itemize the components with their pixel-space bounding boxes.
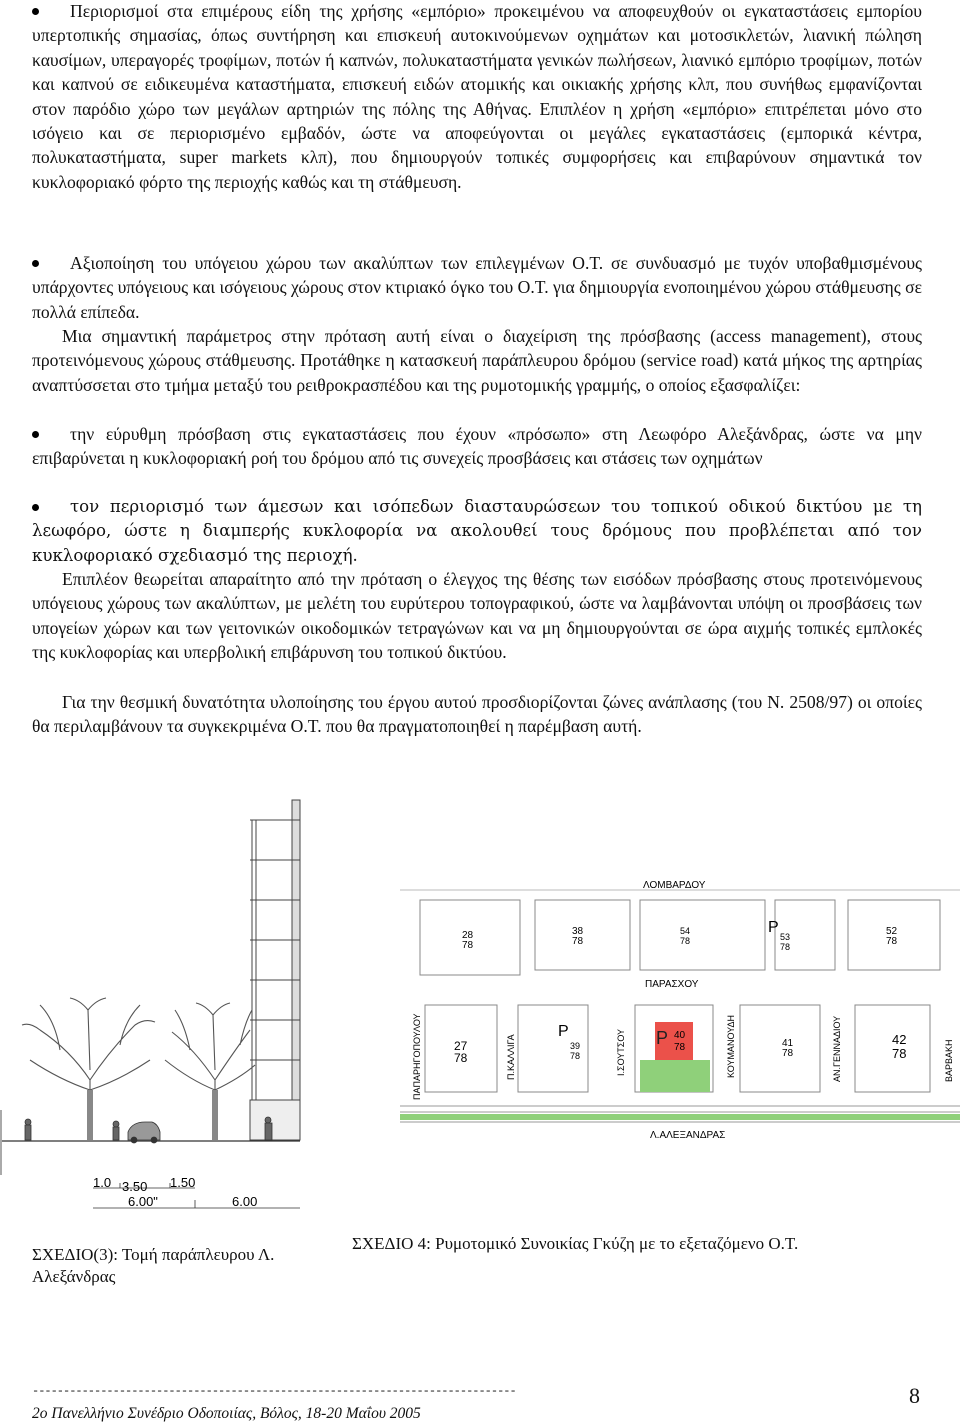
street-varvaki: ΒΑΡΒΑΚΗ — [944, 1039, 954, 1082]
street-alexandras: Λ.ΑΛΕΞΑΝΔΡΑΣ — [650, 1130, 726, 1141]
dim-1-0: 1.0 — [93, 1175, 112, 1190]
footer-conference: 2ο Πανελλήνιο Συνέδριο Οδοποιίας, Βόλος, 18-20 Μαΐου 2005 — [32, 1405, 421, 1422]
paragraph-6: Επιπλέον θεωρείται απαραίτητο από την πρόταση ο έλεγχος της θέσης των εισόδων πρόσβασης στους προτεινόμενους υπόγειους χώρους των ακαλύπτων, με μελέτη του ευρύτερου τοπογραφικού, ώστε να λαμβάνονται υπόψη οι προσβάσεις των υπογείων χώρων και των γειτονικών οικοδομικών τετραγώνων και να μη δημιουργούνται σε ώρα αιχμής τοπικές εμπλοκές της κυκλοφορίας και υπερβολική επιβάρυνση του τοπικού δικτύου. — [32, 569, 922, 663]
block-38-num: 38 — [572, 926, 584, 937]
paragraph-4: την εύρυθμη πρόσβαση στις εγκαταστάσεις που έχουν «πρόσωπο» στη Λεωφόρο Αλεξάνδρας, ώστε να μην επιβαρύνεται η κυκλοφοριακή ροή του δρόμου από τις συνεχείς προσβάσεις και στάσεις των οχημάτων — [32, 424, 922, 469]
paragraph-3: Μια σημαντική παράμετρος στην πρόταση αυτή είναι ο διαχείριση της πρόσβασης (access management), στους προτεινόμενους χώρους στάθμευσης. Προτάθηκε η κατασκευή παράπλευρου δρόμου (service road) κατά μήκος της αρτηρίας αναπτύσσεται στο τμήμα μεταξύ του ρειθροκρασπέδου και της ρυμοτομικής γραμμής, ο οποίος εξασφαλίζει: — [32, 326, 922, 395]
street-gennadiou: ΑΝ.ΓΕΝΝΑΔΙΟΥ — [832, 1015, 842, 1082]
street-paraschou: ΠΑΡΑΣΧΟΥ — [645, 979, 699, 990]
figure-3-caption: ΣΧΕΔΙΟ(3): Τομή παράπλευρου Λ. Αλεξάνδρας — [32, 1245, 275, 1286]
dim-6-00-left: 6.00" — [128, 1194, 158, 1209]
street-section-drawing — [0, 760, 380, 1230]
paragraph-2: Αξιοποίηση του υπόγειου χώρου των ακαλύπτων των επιλεγμένων Ο.Τ. σε συνδυασμό με τυχόν υποβαθμισμένους υπάρχοντες υπόγειους και ισόγειους χώρους στον κτιριακό όγκο του Ο.Τ. για δημιουργία ενοποιημένου χώρου στάθμευσης σε πολλά επίπεδα. — [32, 253, 922, 322]
block-27-num: 27 — [454, 1039, 468, 1053]
figures-area — [0, 760, 960, 1320]
parking-icon-40: P — [656, 1028, 669, 1048]
block-53-num: 53 — [780, 932, 791, 942]
block-52-num: 52 — [886, 926, 898, 937]
street-kalliga: Π.ΚΑΛΛΙΓΑ — [506, 1034, 516, 1080]
block-42-sub: 78 — [892, 1046, 907, 1061]
block-52-sub: 78 — [886, 936, 898, 947]
tree-right — [165, 1003, 255, 1140]
block-40-sub: 78 — [674, 1042, 686, 1053]
bullet-icon — [32, 504, 39, 511]
dim-1-50: 1.50 — [170, 1175, 196, 1190]
bullet-icon — [32, 431, 39, 438]
block-27-sub: 78 — [454, 1051, 468, 1065]
parking-icon-53: P — [768, 919, 779, 936]
service-road-strip — [400, 1114, 960, 1120]
parking-icon-39: P — [558, 1023, 569, 1040]
bullet-icon — [32, 8, 39, 15]
paragraph-1: Περιορισμοί στα επιμέρους είδη της χρήσης «εμπόριο» προκειμένου να αποφευχθούν οι εγκαταστάσεις εμπορίου υπερτοπικής σημασίας, όπως συντήρηση και επισκευή αυτοκινούμενων οχημάτων και μοτοσικλετών, λιανική πώληση καυσίμων, υπεραγορές τροφίμων, ποτών ή καπνών, πολυκαταστήματα γενικών πωλήσεων, λιανικό εμπόριο τροφίμων, ποτών και καπνού σε ειδικευμένα καταστήματα, επισκευή ειδών ατομικής και οικιακής χρήσης κλπ, που συνήθως εμφανίζονται στον παρόδιο χώρο των μεγάλων αρτηριών της πόλης της Αθήνας. Επιπλέον η χρήση «εμπόριο» επιτρέπεται μόνο στο ισόγειο και σε περιορισμένο εμβαδόν, ώστε να αποφεύγονται οι μεγάλες εγκαταστάσεις (εμπορικά κέντρα, πολυκαταστήματα, super markets κλπ), που δημιουργούν τοπικές συμφορήσεις και επιβαρύνουν σημαντικά τον κυκλοφοριακό φόρτο της περιοχής καθώς και τη στάθμευση. — [32, 1, 922, 192]
block-54-sub: 78 — [680, 936, 691, 946]
street-map — [400, 860, 960, 1160]
block-54-num: 54 — [680, 926, 691, 936]
street-lombardou: ΛΟΜΒΑΡΔΟΥ — [643, 880, 706, 891]
block-28-sub: 78 — [462, 940, 474, 951]
block-28-num: 28 — [462, 930, 474, 941]
paragraph-7: Για την θεσμική δυνατότητα υλοποίησης του έργου αυτού προσδιορίζονται ζώνες ανάπλασης (του Ν. 2508/97) οι οποίες θα περιλαμβάνουν τα συγκεκριμένα Ο.Τ. που θα πραγματοποιηθεί η παρέμβαση αυτή. — [32, 692, 922, 737]
dim-3-50: 3.50 — [122, 1179, 148, 1194]
block-41-sub: 78 — [782, 1048, 794, 1059]
pedestrians-and-car — [25, 1117, 272, 1143]
building-elevation — [250, 800, 300, 1140]
footer-rule: ------------------------------------------------------------------------------ — [32, 1384, 516, 1398]
street-koumanoudi: ΚΟΥΜΑΝΟΥΔΗ — [726, 1015, 736, 1078]
block-39-num: 39 — [570, 1041, 581, 1051]
dim-6-00-right: 6.00 — [232, 1194, 258, 1209]
bullet-icon — [32, 260, 39, 267]
block-42-num: 42 — [892, 1032, 907, 1047]
block-38-sub: 78 — [572, 936, 584, 947]
street-soutsou: Ι.ΣΟΥΤΣΟΥ — [616, 1028, 626, 1076]
highlighted-block-area — [640, 1060, 710, 1092]
figure-4-caption: ΣΧΕΔΙΟ 4: Ρυμοτομικό Συνοικίας Γκύζη με το εξεταζόμενο Ο.Τ. — [352, 1234, 799, 1253]
block-41-num: 41 — [782, 1038, 794, 1049]
block-39-sub: 78 — [570, 1051, 581, 1061]
block-53-sub: 78 — [780, 942, 791, 952]
page-number: 8 — [909, 1383, 920, 1408]
tree-left — [22, 998, 155, 1140]
paragraph-5: τον περιορισμό των άμεσων και ισόπεδων διασταυρώσεων του τοπικού οδικού δικτύου με τη λεωφόρο, ώστε η διαμπερής κυκλοφορία να ακολουθεί τους δρόμους που προβλέπεται από τον κυκλοφοριακό σχεδιασμό της περιοχή. — [32, 497, 922, 565]
block-40-num: 40 — [674, 1030, 686, 1041]
street-paparrigopoulou: ΠΑΠΑΡΗΓΟΠΟΥΛΟΥ — [412, 1013, 422, 1100]
